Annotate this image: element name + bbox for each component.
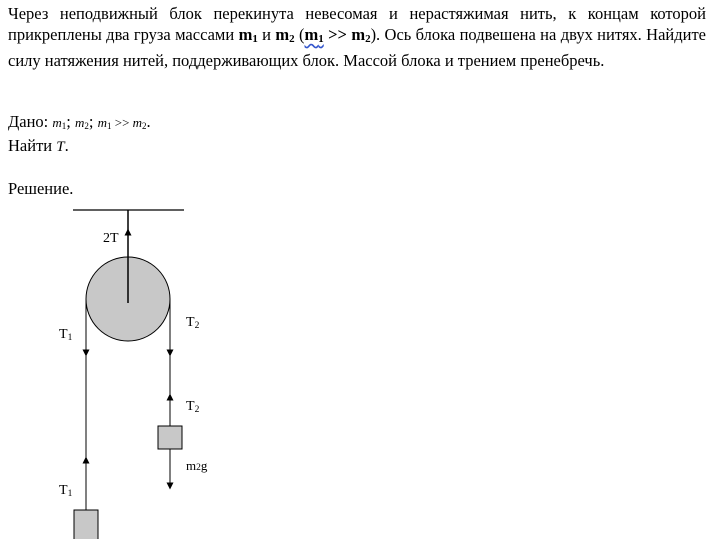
given-comparison: m1 >> m2 bbox=[97, 115, 147, 131]
mass2-symbol: m2 bbox=[275, 25, 295, 45]
spellcheck-underlined-m1: m1 bbox=[304, 25, 324, 45]
given-m2: m2 bbox=[74, 115, 89, 131]
paren-open: ( bbox=[294, 25, 305, 44]
given-label: Дано: bbox=[8, 112, 53, 131]
mass-comparison: m1 >> m2 bbox=[304, 25, 371, 45]
left-tension-top-label: T1 bbox=[59, 327, 73, 343]
weight-label: m2g bbox=[186, 458, 208, 473]
support-tension-label: 2T bbox=[103, 231, 119, 246]
conjunction-text: и bbox=[257, 25, 276, 44]
right-tension-top-label: T2 bbox=[186, 315, 200, 331]
find-line: Найти T. bbox=[8, 136, 69, 155]
problem-text-part1: Через неподвижный блок перекинута невесомая и нерастяжимая нить, к концам которой прикреплены два груза массами bbox=[8, 4, 706, 44]
left-tension-mass-label: T1 bbox=[59, 483, 73, 499]
given-m1: m1 bbox=[52, 115, 67, 131]
right-tension-mass-label: T2 bbox=[186, 399, 200, 415]
mass1-symbol: m1 bbox=[238, 25, 258, 45]
solution-heading: Решение. bbox=[8, 179, 74, 198]
find-label: Найти bbox=[8, 136, 57, 155]
find-symbol: T bbox=[56, 139, 65, 155]
given-line: Дано: m1; m2; m1 >> m2. bbox=[8, 112, 151, 131]
problem-text-part2: ). Ось блока подвешена на двух нитях. Найдите силу натяжения нитей, поддерживающих блок. Массой блока и трением пренебречь. bbox=[8, 25, 706, 70]
mass-m1-block bbox=[74, 510, 98, 539]
mass-m2-block bbox=[158, 426, 182, 449]
